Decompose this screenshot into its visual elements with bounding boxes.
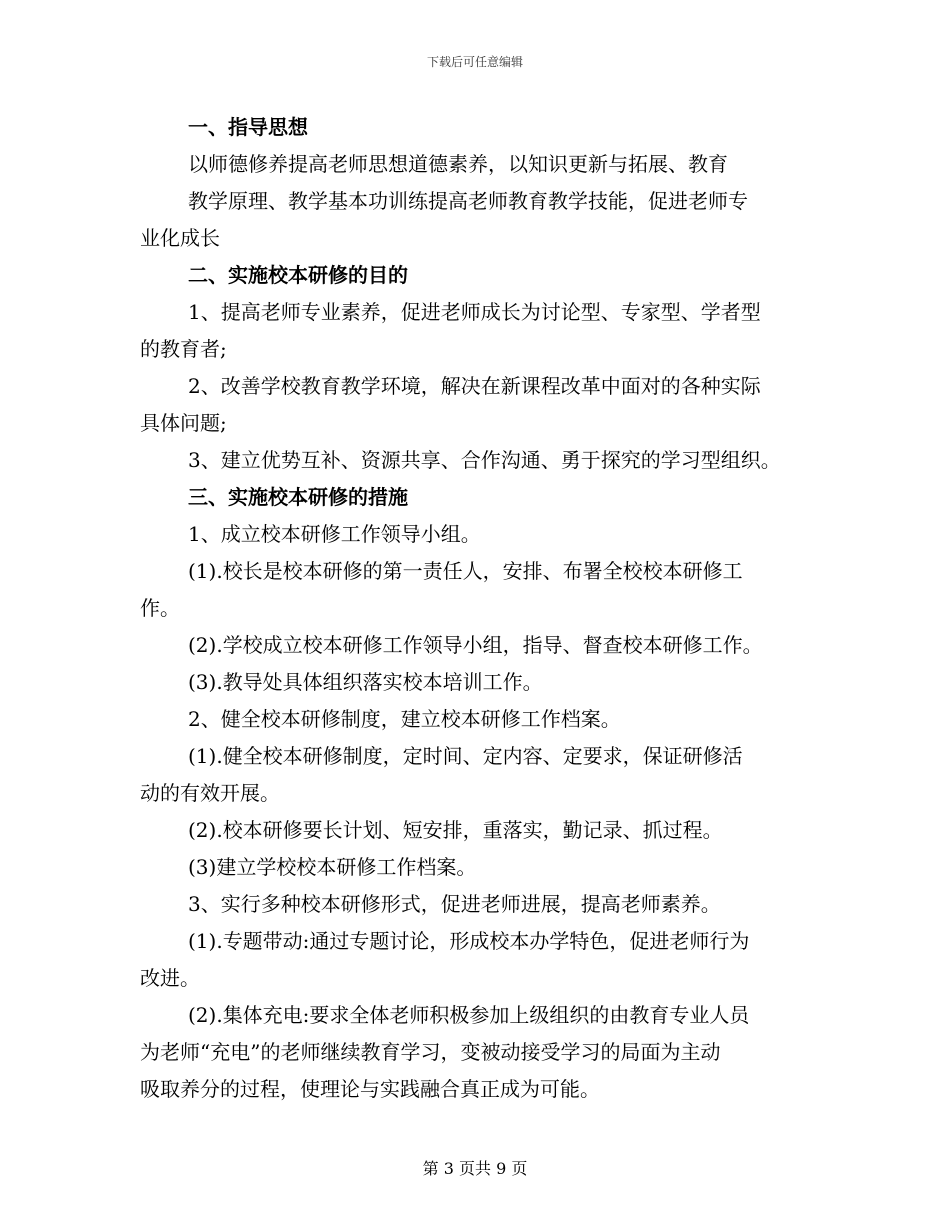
text-line: (3)建立学校校本研修工作档案。	[188, 855, 477, 879]
text-line: (1).健全校本研修制度，定时间、定内容、定要求，保证研修活	[188, 744, 743, 768]
section-heading: 三、实施校本研修的措施	[188, 485, 408, 509]
text-line: 2、健全校本研修制度，建立校本研修工作档案。	[188, 707, 621, 731]
text-line: (1).专题带动:通过专题讨论，形成校本办学特色，促进老师行为	[188, 929, 750, 953]
section-heading: 二、实施校本研修的目的	[188, 263, 408, 287]
text-line: 业化成长	[140, 226, 220, 250]
text-line: (2).集体充电:要求全体老师积极参加上级组织的由教育专业人员	[188, 1003, 750, 1027]
text-line: (2).学校成立校本研修工作领导小组，指导、督查校本研修工作。	[188, 633, 763, 657]
text-line: (1).校长是校本研修的第一责任人，安排、布署全校校本研修工	[188, 559, 743, 583]
text-line: 3、实行多种校本研修形式，促进老师进展，提高老师素养。	[188, 892, 721, 916]
text-line: 具体问题;	[140, 411, 227, 435]
text-line: (3).教导处具体组织落实校本培训工作。	[188, 670, 543, 694]
text-line: 的教育者;	[140, 337, 227, 361]
text-line: (2).校本研修要长计划、短安排，重落实，勤记录、抓过程。	[188, 818, 723, 842]
text-line: 教学原理、教学基本功训练提高老师教育教学技能，促进老师专	[188, 189, 748, 213]
text-line: 作。	[140, 596, 180, 620]
text-line: 1、成立校本研修工作领导小组。	[188, 522, 481, 546]
text-line: 以师德修养提高老师思想道德素养，以知识更新与拓展、教育	[188, 152, 728, 176]
text-line: 为老师“充电”的老师继续教育学习，变被动接受学习的局面为主动	[140, 1040, 721, 1064]
text-line: 3、建立优势互补、资源共享、合作沟通、勇于探究的学习型组织。	[188, 448, 781, 472]
text-line: 1、提高老师专业素养，促进老师成长为讨论型、专家型、学者型	[188, 300, 761, 324]
text-line: 改进。	[140, 966, 200, 990]
page-footer: 第 3 页共 9 页	[422, 1159, 528, 1178]
text-line: 动的有效开展。	[140, 781, 280, 805]
page-header: 下载后可任意编辑	[426, 55, 523, 69]
section-heading: 一、指导思想	[188, 115, 308, 139]
text-line: 吸取养分的过程，使理论与实践融合真正成为可能。	[140, 1077, 600, 1101]
text-line: 2、改善学校教育教学环境，解决在新课程改革中面对的各种实际	[188, 374, 761, 398]
